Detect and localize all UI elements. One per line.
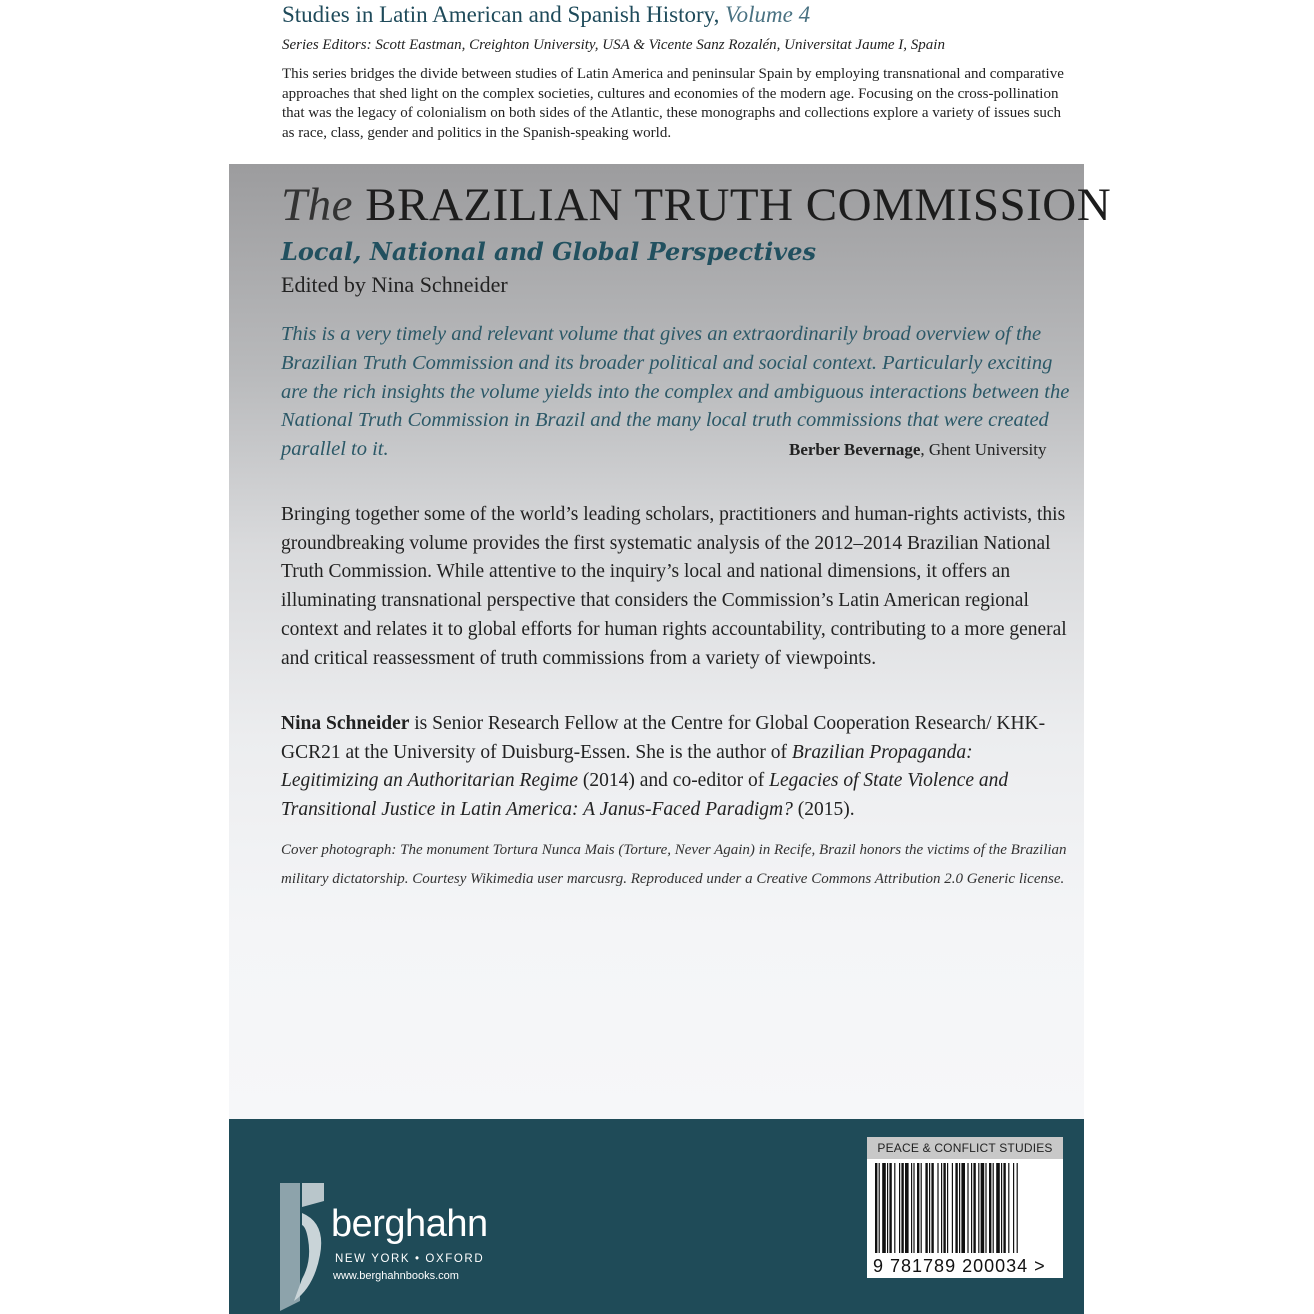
series-description: This series bridges the divide between studies of Latin America and peninsular Spain by employing transnational and comparative approaches that shed light on the complex societies, cultures and economies of the modern age. Focusing on the cross-pollination that was the legacy of colonialism on both sides of the Atlantic, these monographs and collections explore a variety of issues such as race, class, gender and politics in the Spanish-speaking world. [282,66,1064,141]
endorsement-author [789,440,1046,460]
publisher-url: www.berghahnbooks.com [333,1270,459,1282]
publisher-name: berghahn [331,1203,488,1245]
book-subtitle: Local, National and Global Perspectives [281,237,817,266]
berghahn-logo-icon [280,1183,330,1311]
series-volume: Volume 4 [725,2,811,27]
book-title-article: The [281,179,353,231]
cover-credit: Cover photograph: The monument Tortura Nunca Mais (Torture, Never Again) in Recife, Brazil honors the victims of the Brazilian military dictatorship. Courtesy Wikimedia user marcusrg. Reproduced under a Creative Commons Attribution 2.0 Generic license. [281,842,1067,887]
series-name: Studies in Latin American and Spanish History, [282,2,720,27]
publisher-cities: NEW YORK • OXFORD [335,1253,485,1265]
endorsement-author-affiliation: , Ghent University [920,440,1047,459]
bio-book-1: Brazilian Propaganda: Legitimizing an Authoritarian Regime [281,741,973,792]
bio-book-2: Legacies of State Violence and Transitional Justice in Latin America: A Janus-Faced Paradigm? [281,770,1009,821]
bio-text-3: (2015). [792,799,855,821]
endorsement-author-name: Berber Bevernage [789,440,921,459]
book-editor: Edited by Nina Schneider [281,272,508,297]
series-title [282,2,810,28]
barcode-box [867,1137,1063,1278]
bio-name: Nina Schneider [281,713,410,734]
series-editors: Series Editors: Scott Eastman, Creighton University, USA & Vicente Sanz Rozalén, Universitat Jaume I, Spain [282,37,945,53]
footer-bar [229,1119,1084,1314]
barcode-icon [873,1163,1057,1255]
bio-text-1: is Senior Research Fellow at the Centre for Global Cooperation Research/ KHK-GCR21 at the University of Duisburg-Essen. She is the author of [281,713,1046,763]
book-title-main: BRAZILIAN TRUTH COMMISSION [365,179,1112,231]
main-panel [229,164,1112,1119]
book-title [281,178,1111,232]
book-blurb: Bringing together some of the world’s leading scholars, practitioners and human-rights activists, this groundbreaking volume provides the first systematic analysis of the 2012–2014 Brazilian National Truth Commission. While attentive to the inquiry’s local and national dimensions, it offers an illuminating transnational perspective that considers the Commission’s Latin American regional context and relates it to global efforts for human rights accountability, contributing to a more general and critical reassessment of truth commissions from a variety of viewpoints. [281,504,1067,669]
barcode-category: PEACE & CONFLICT STUDIES [867,1137,1063,1159]
endorsement-quote: This is a very timely and relevant volume that gives an extraordinarily broad overview of the Brazilian Truth Commission and its broader political and social context. Particularly exciting are the rich insights the volume yields into the complex and ambiguous interactions between the National Truth Commission in Brazil and the many local truth commissions that were created parallel to it. [281,323,1070,461]
bio-text-2: (2014) and co-editor of [578,770,770,792]
barcode-digits: 9 781789 200034 > [873,1256,1046,1276]
editor-bio [281,710,1071,825]
